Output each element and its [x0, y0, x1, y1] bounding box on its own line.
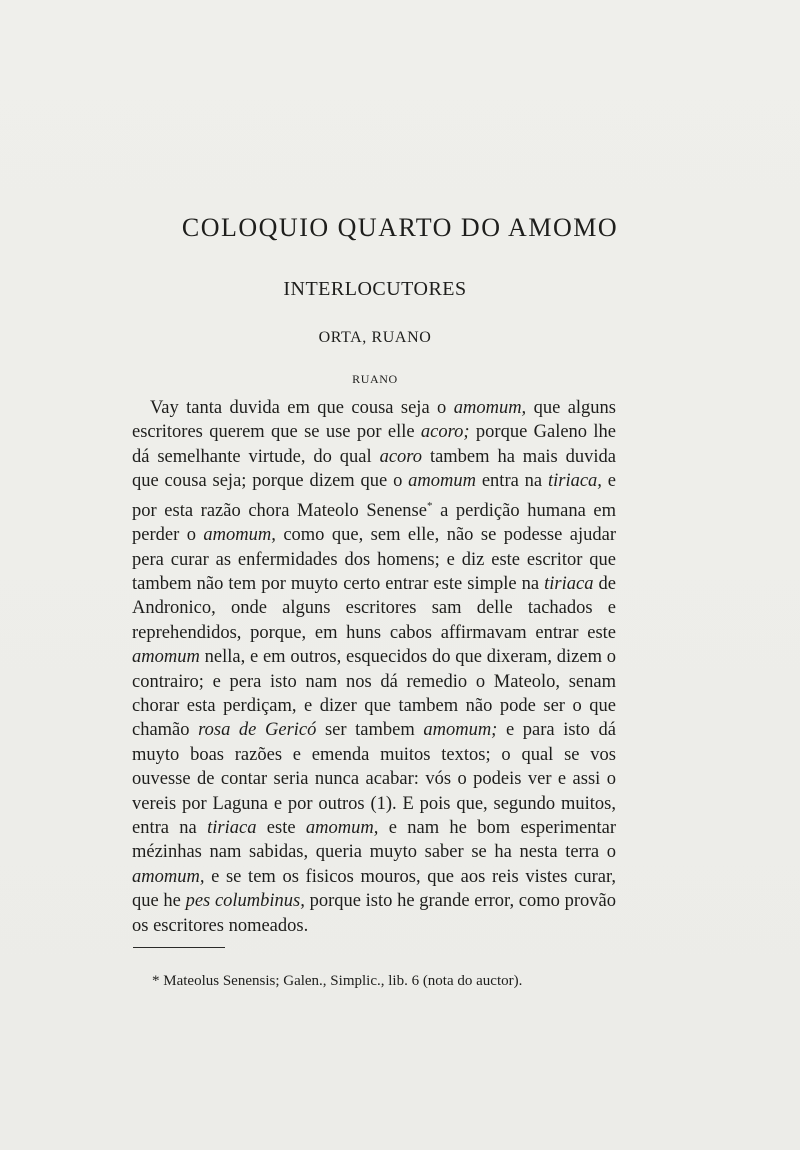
italic-term: tiriaca — [207, 818, 257, 839]
chapter-title: COLOQUIO QUARTO DO AMOMO — [181, 213, 619, 242]
italic-term: amomum, — [305, 818, 379, 839]
text-run: este — [256, 818, 306, 839]
text-run: entra na — [476, 471, 548, 492]
italic-term: tiriaca, — [547, 471, 602, 492]
italic-term: amomum, — [203, 525, 276, 546]
italic-term: amomum — [132, 647, 200, 668]
text-run: nella, e em outros, esquecidos do que dixeram, dizem o contrairo; e pera isto nam nos dá remedio o Mateolo, senam chorar esta perdiçam, e dizer que tambem não pode ser o que chamão — [132, 647, 616, 741]
text-run: porque Galeno lhe dá semelhante virtude, do qual — [132, 422, 616, 467]
footnote-divider — [133, 947, 225, 948]
speaker-label: RUANO — [352, 372, 398, 386]
text-run: como que, sem elle, não se podesse ajudar pera curar as enfermidades dos homens; e diz este escritor que tambem não tem por muyto certo entrar este simple na — [132, 525, 616, 594]
text-run: e para isto dá muyto boas razões e emenda muitos textos; o qual se vos ouvesse de contar seria nunca acabar: vós o podeis ver e assi o vereis por Laguna e por outros (1). E pois que, segundo muitos, entra na — [132, 720, 616, 839]
italic-term: pes columbinus, — [185, 891, 305, 912]
footnote — [152, 973, 652, 990]
footnote-marker: * — [152, 973, 160, 989]
italic-term: amomum — [408, 471, 476, 492]
text-run: de Andronico, onde alguns escritores sam delle tachados e reprehendidos, porque, em huns cabos affirmavam entrar este — [132, 574, 616, 643]
text-run: e por esta razão chora Mateolo Senense — [132, 471, 616, 521]
italic-term: tiriaca — [544, 574, 594, 594]
text-run: e se tem os fisicos mouros, que aos reis vistes curar, que he — [132, 866, 616, 912]
text-run: porque isto he grande error, como provão os escritores nomeados. — [132, 891, 616, 936]
italic-term: amomum, — [132, 866, 205, 887]
footnote-reference: * — [426, 499, 433, 512]
text-run: tambem ha mais duvida que cousa seja; porque dizem que o — [132, 446, 616, 492]
italic-term: acoro; — [420, 422, 470, 443]
text-run: ser tambem — [316, 720, 424, 741]
text-run: Vay tanta duvida em que cousa seja o — [150, 398, 454, 418]
italic-term: acoro — [379, 446, 423, 467]
dialogue-paragraph — [132, 396, 616, 938]
text-run: que alguns escritores querem que se use por elle — [132, 398, 616, 443]
italic-term: amomum, — [453, 398, 527, 418]
footnote-text: Mateolus Senensis; Galen., Simplic., lib. 6 (nota do auctor). — [163, 973, 523, 989]
interlocutors-heading: INTERLOCUTORES — [283, 278, 467, 300]
speakers-list: ORTA, RUANO — [318, 329, 432, 346]
italic-term: amomum; — [423, 720, 498, 741]
italic-term: rosa de Gericó — [198, 720, 317, 741]
text-run: e nam he bom esperimentar mézinhas nam sabidas, queria muyto saber se ha nesta terra o — [132, 818, 616, 863]
text-run: a perdição humana em perder o — [132, 500, 617, 546]
